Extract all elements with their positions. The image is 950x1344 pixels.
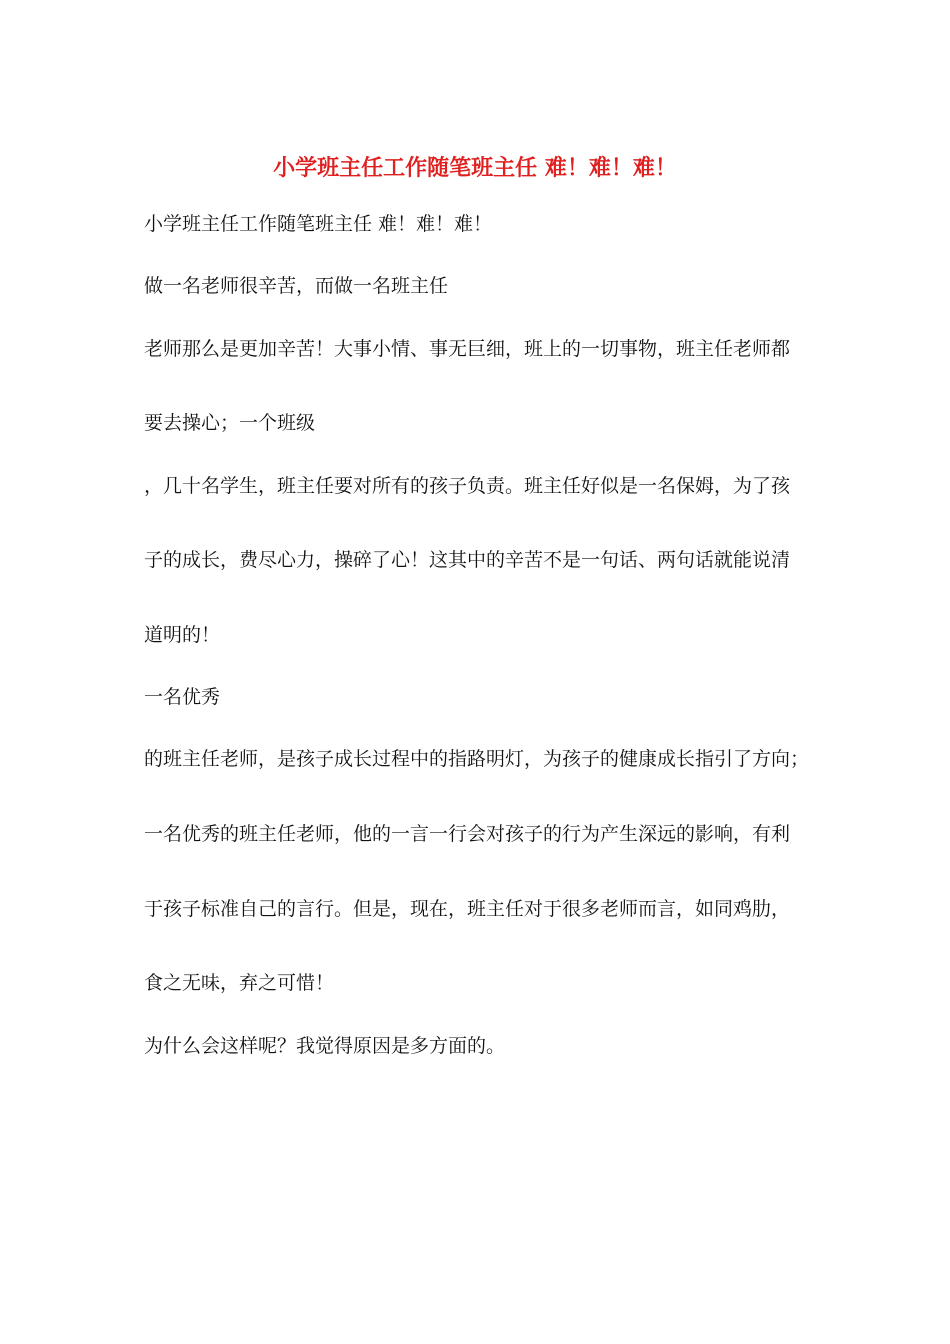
document-title: 小学班主任工作随笔班主任 难！难！难！ [273,155,677,181]
paragraph-line: 小学班主任工作随笔班主任 难！难！难！ [144,213,493,235]
paragraph-line: ，几十名学生，班主任要对所有的孩子负责。班主任好似是一名保姆，为了孩 [144,475,791,497]
paragraph-line: 子的成长，费尽心力，操碎了心！这其中的辛苦不是一句话、两句话就能说清 [144,549,791,571]
paragraph-line: 一名优秀 [144,686,221,708]
paragraph-line: 的班主任老师，是孩子成长过程中的指路明灯，为孩子的健康成长指引了方向； [144,748,810,770]
paragraph-line: 食之无味，弃之可惜！ [144,972,335,994]
paragraph-line: 道明的！ [144,624,221,646]
paragraph-line: 为什么会这样呢？我觉得原因是多方面的。 [144,1035,506,1057]
paragraph-line: 要去操心；一个班级 [144,412,316,434]
paragraph-line: 老师那么是更加辛苦！大事小情、事无巨细，班上的一切事物，班主任老师都 [144,338,791,360]
paragraph-line: 一名优秀的班主任老师，他的一言一行会对孩子的行为产生深远的影响，有利 [144,823,791,845]
paragraph-line: 做一名老师很辛苦，而做一名班主任 [144,275,449,297]
paragraph-line: 于孩子标准自己的言行。但是，现在，班主任对于很多老师而言，如同鸡肋， [144,898,791,920]
